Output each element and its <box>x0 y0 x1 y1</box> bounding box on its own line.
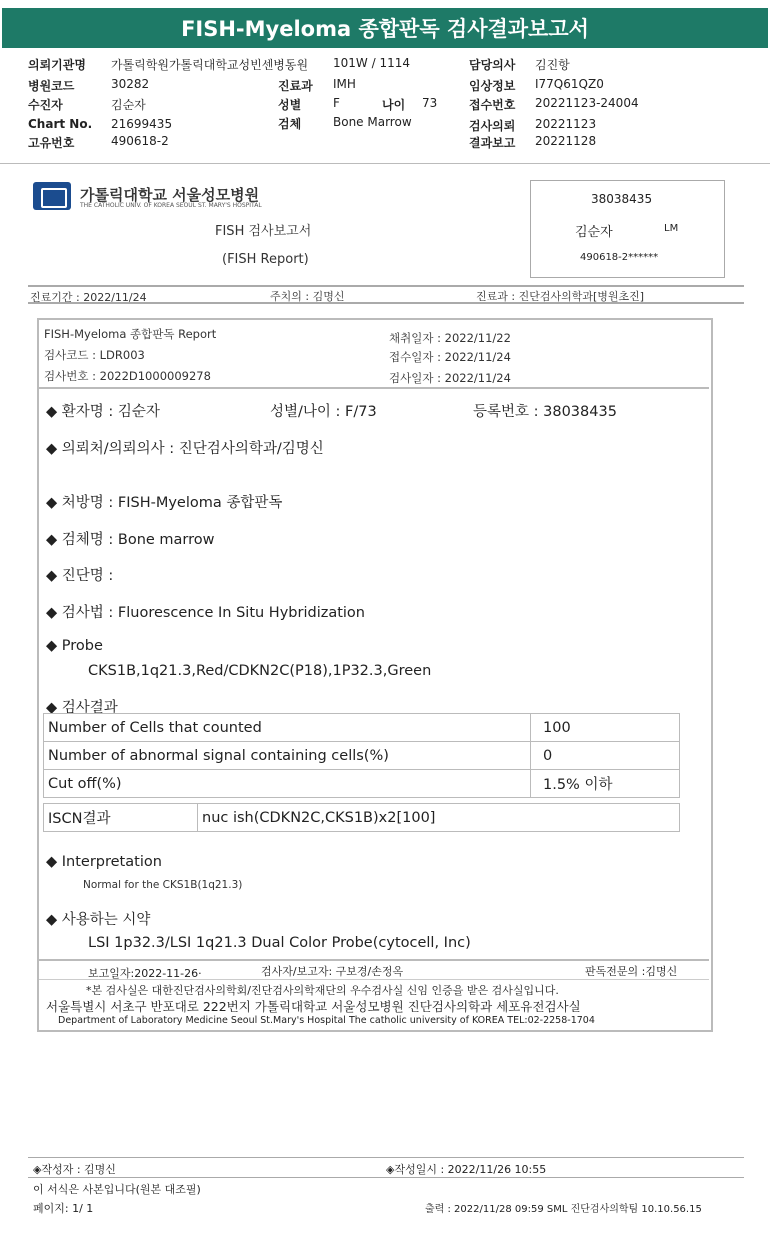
care-period: 진료기간 : 2022/11/24 <box>30 291 147 304</box>
hospital-name: 가톨릭대학교 서울성모병원 <box>80 186 260 204</box>
row-key: Number of Cells that counted <box>44 714 531 742</box>
value-age: 73 <box>422 96 438 110</box>
order-line: ◆ 처방명 : FISH-Myeloma 종합판독 <box>46 495 283 511</box>
report-title: FISH-Myeloma 종합판독 검사결과보고서 <box>2 8 768 48</box>
copy-notice: 이 서식은 사본입니다(원본 대조필) <box>33 1183 201 1196</box>
interpretation-heading: ◆ Interpretation <box>46 854 162 870</box>
test-date: 검사일자 : 2022/11/24 <box>389 371 511 385</box>
attending-doctor: 주치의 : 김명신 <box>270 290 345 303</box>
label-patient: 수진자 <box>28 98 63 112</box>
value-unique-no: 490618-2 <box>111 134 169 148</box>
row-key: Number of abnormal signal containing cells(%) <box>44 742 531 770</box>
reader-line: 판독전문의 :김명신 <box>585 965 678 978</box>
value-ward: 101W / 1114 <box>333 56 410 70</box>
label-dept: 진료과 <box>278 79 313 93</box>
reg-number-line: 등록번호 : 38038435 <box>473 404 617 420</box>
receive-date: 접수일자 : 2022/11/24 <box>389 350 511 364</box>
signature-top-line <box>39 959 709 961</box>
fish-report-title: FISH 검사보고서 <box>215 224 312 239</box>
collect-date: 채취일자 : 2022/11/22 <box>389 331 511 345</box>
patient-box-rrn: 490618-2****** <box>580 252 659 263</box>
label-age: 나이 <box>382 98 406 112</box>
hospital-name-en: THE CATHOLIC UNIV. OF KOREA SEOUL ST. MARY'S HOSPITAL <box>80 202 262 209</box>
row-value: 100 <box>531 714 680 742</box>
label-doctor: 담당의사 <box>469 58 516 72</box>
info-bottom-line <box>28 302 744 304</box>
test-number: 검사번호 : 2022D1000009278 <box>44 369 211 383</box>
result-heading: ◆ 검사결과 <box>46 700 118 716</box>
lab-dept-en: Department of Laboratory Medicine Seoul St.Mary's Hospital The catholic university of KOREA TEL:02-2258-1704 <box>58 1015 595 1026</box>
care-dept: 진료과 : 진단검사의학과[병원초진] <box>476 290 645 303</box>
author-line: ◈작성자 : 김명신 <box>33 1163 116 1176</box>
probe-heading: ◆ Probe <box>46 638 103 654</box>
table-row <box>44 714 680 742</box>
label-unique-no: 고유번호 <box>28 136 75 150</box>
iscn-key: ISCN결과 <box>44 804 198 832</box>
table-row <box>44 770 680 798</box>
info-top-line <box>28 285 744 287</box>
signature-bottom-line <box>39 979 709 980</box>
test-code: 검사코드 : LDR003 <box>44 348 145 362</box>
footer-mid-line <box>28 1177 744 1178</box>
report-name: FISH-Myeloma 종합판독 Report <box>44 327 217 341</box>
label-request-date: 검사의뢰 <box>469 119 516 133</box>
interpretation-value: Normal for the CKS1B(1q21.3) <box>83 879 243 891</box>
label-specimen: 검체 <box>278 117 302 131</box>
referrer-line: ◆ 의뢰처/의뢰의사 : 진단검사의학과/김명신 <box>46 441 324 457</box>
value-specimen: Bone Marrow <box>333 115 412 129</box>
patient-box-id: 38038435 <box>591 192 653 206</box>
examiner-line: 검사자/보고자: 구보경/손정옥 <box>261 965 404 978</box>
print-info: 출력 : 2022/11/28 09:59 SML 진단검사의학팀 10.10.56.15 <box>425 1204 702 1215</box>
reagent-heading: ◆ 사용하는 시약 <box>46 912 151 928</box>
value-patient: 김순자 <box>111 98 146 112</box>
probe-value: CKS1B,1q21.3,Red/CDKN2C(P18),1P32.3,Green <box>88 663 432 679</box>
row-value: 0 <box>531 742 680 770</box>
hospital-logo-icon <box>33 182 71 210</box>
fish-report-subtitle: (FISH Report) <box>222 252 309 267</box>
value-request-date: 20221123 <box>535 117 597 131</box>
report-header-line <box>39 387 709 389</box>
header-divider <box>0 163 770 164</box>
value-clinical-info: I77Q61QZ0 <box>535 77 604 91</box>
patient-box-tag: LM <box>664 223 679 234</box>
label-hospital-code: 병원코드 <box>28 79 75 93</box>
iscn-table <box>43 803 680 832</box>
label-institution: 의뢰기관명 <box>28 58 86 72</box>
label-receipt-no: 접수번호 <box>469 98 516 112</box>
value-institution: 가톨릭학원가톨릭대학교성빈센병동원 <box>111 58 309 72</box>
written-datetime: ◈작성일시 : 2022/11/26 10:55 <box>386 1163 547 1176</box>
footer-top-line <box>28 1157 744 1158</box>
label-chart-no: Chart No. <box>28 117 93 131</box>
value-report-date: 20221128 <box>535 134 597 148</box>
patient-name-line: ◆ 환자명 : 김순자 <box>46 404 160 420</box>
lab-address: 서울특별시 서초구 반포대로 222번지 가톨릭대학교 서울성모병원 진단검사의학과 세포유전검사실 <box>46 999 581 1014</box>
table-row <box>44 742 680 770</box>
row-value: 1.5% 이하 <box>531 770 680 798</box>
diagnosis-line: ◆ 진단명 : <box>46 568 114 584</box>
table-row <box>44 804 680 832</box>
specimen-line: ◆ 검체명 : Bone marrow <box>46 532 215 548</box>
row-key: Cut off(%) <box>44 770 531 798</box>
label-report-date: 결과보고 <box>469 136 516 150</box>
value-hospital-code: 30282 <box>111 77 150 91</box>
sex-age-line: 성별/나이 : F/73 <box>270 404 377 420</box>
value-dept: IMH <box>333 77 356 91</box>
report-date-line: 보고일자:2022-11-26· <box>88 967 202 980</box>
value-sex: F <box>333 96 340 110</box>
iscn-value: nuc ish(CDKN2C,CKS1B)x2[100] <box>198 804 680 832</box>
value-doctor: 김진항 <box>535 58 570 72</box>
result-table <box>43 713 680 798</box>
value-chart-no: 21699435 <box>111 117 173 131</box>
reagent-value: LSI 1p32.3/LSI 1q21.3 Dual Color Probe(cytocell, Inc) <box>88 935 471 951</box>
label-sex: 성별 <box>278 98 302 112</box>
method-line: ◆ 검사법 : Fluorescence In Situ Hybridization <box>46 605 365 621</box>
page-indicator: 페이지: 1/ 1 <box>33 1202 94 1215</box>
label-clinical-info: 임상정보 <box>469 79 516 93</box>
certification-note: *본 검사실은 대한진단검사의학회/진단검사의학재단의 우수검사실 신임 인증을 받은 검사실입니다. <box>86 984 559 997</box>
patient-box-name: 김순자 <box>575 225 613 240</box>
value-receipt-no: 20221123-24004 <box>535 96 639 110</box>
